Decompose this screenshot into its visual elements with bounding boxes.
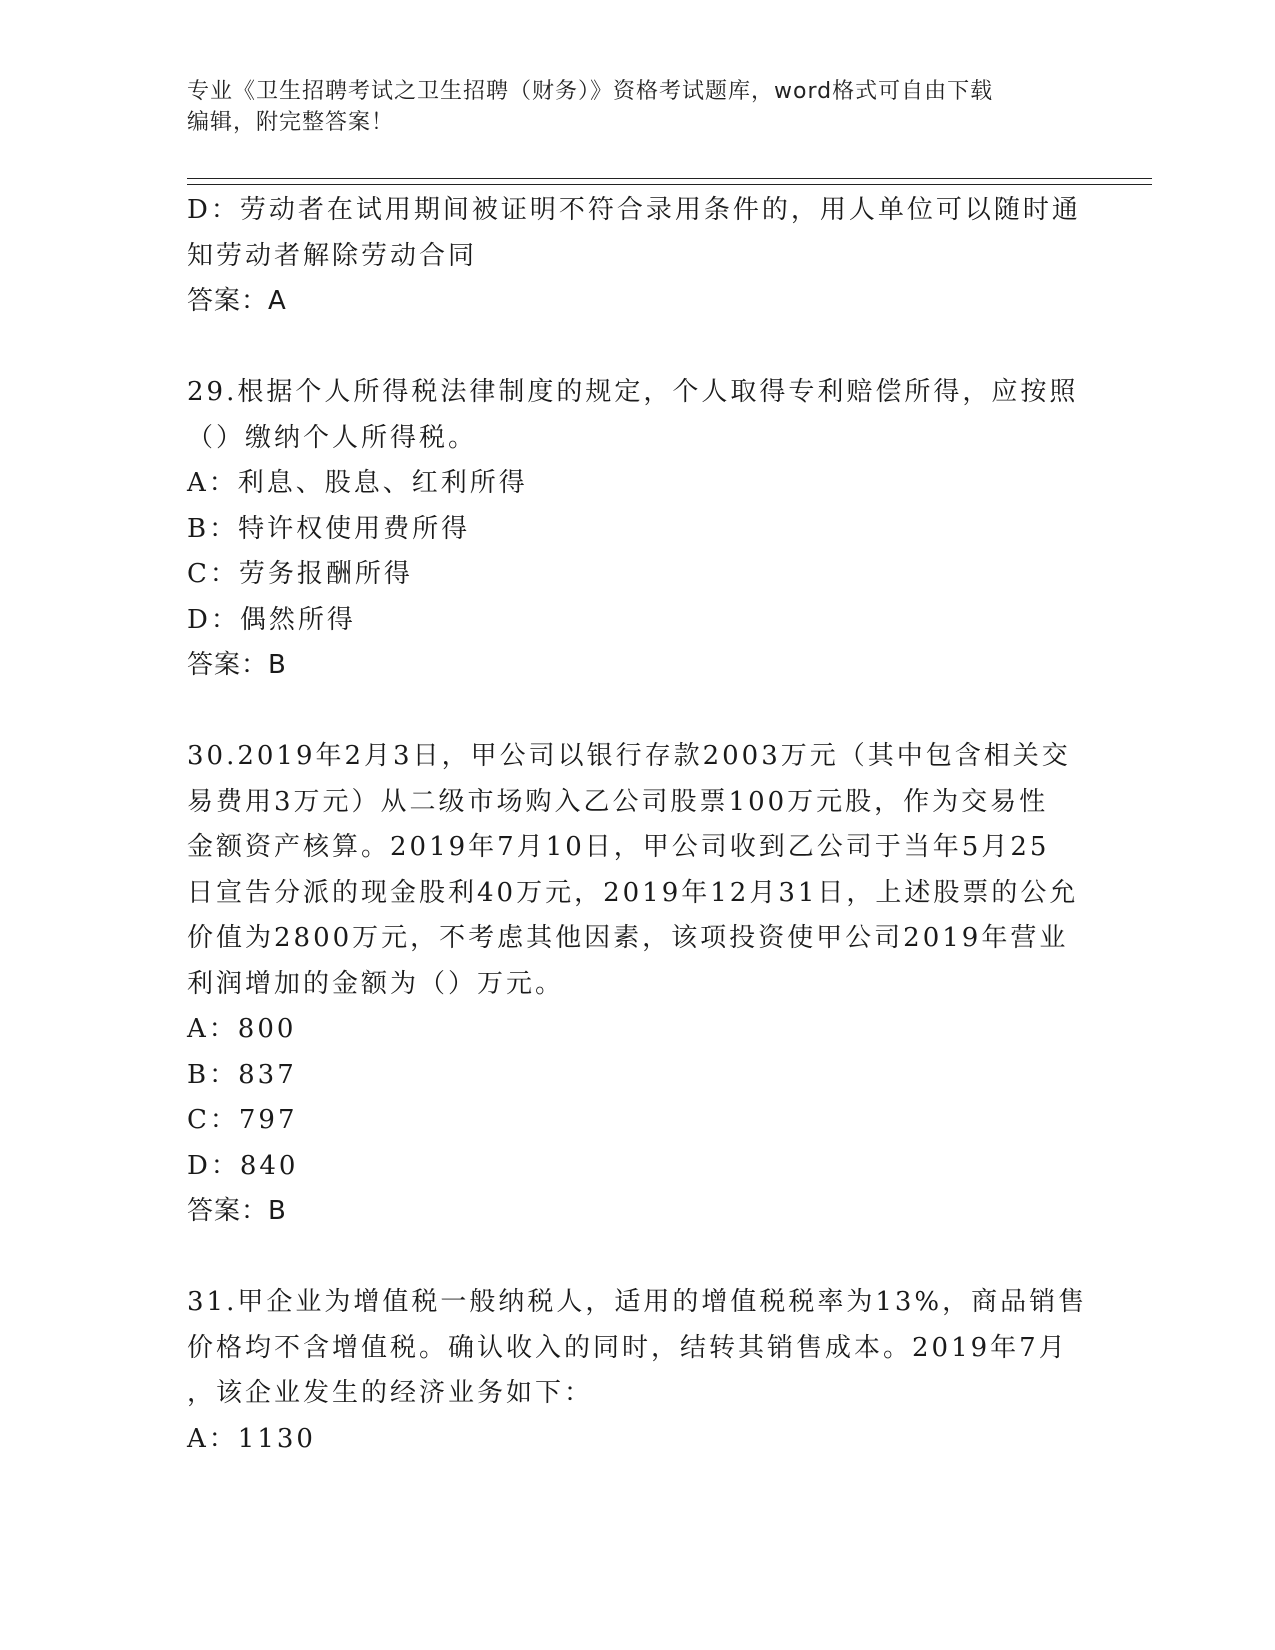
q30-stem-line-1: 30.2019年2月3日，甲公司以银行存款2003万元（其中包含相关交 — [187, 741, 1071, 771]
q31-stem-line-1: 31.甲企业为增值税一般纳税人，适用的增值税税率为13%，商品销售 — [187, 1287, 1088, 1317]
spacer — [187, 1235, 1087, 1281]
q30-stem-line-3: 金额资产核算。2019年7月10日，甲公司收到乙公司于当年5月25 — [187, 832, 1050, 862]
q29-option-c: C：劳务报酬所得 — [187, 559, 413, 589]
spacer — [187, 689, 1087, 735]
q30-stem-line-4: 日宣告分派的现金股利40万元，2019年12月31日，上述股票的公允 — [187, 877, 1079, 908]
q30-stem-line-6: 利润增加的金额为（）万元。 — [187, 968, 565, 999]
spacer — [187, 325, 1087, 371]
q28-option-d-line-1: D：劳动者在试用期间被证明不符合录用条件的，用人单位可以随时通 — [187, 195, 1081, 225]
question-30 — [187, 734, 1087, 1235]
question-29 — [187, 370, 1087, 689]
question-28-tail — [187, 188, 1087, 325]
q30-stem-line-2: 易费用3万元）从二级市场购入乙公司股票100万元股，作为交易性 — [187, 786, 1049, 817]
document-body — [187, 188, 1087, 1462]
q29-option-a: A：利息、股息、红利所得 — [187, 468, 528, 498]
q30-stem-line-5: 价值为2800万元，不考虑其他因素，该项投资使甲公司2019年营业 — [187, 923, 1069, 953]
q29-answer: 答案：B — [187, 650, 287, 680]
header-line-1: 专业《卫生招聘考试之卫生招聘（财务）》资格考试题库，word格式可自由下载 — [187, 79, 994, 104]
q29-option-b: B：特许权使用费所得 — [187, 513, 471, 544]
q31-stem-line-2: 价格均不含增值税。确认收入的同时，结转其销售成本。2019年7月 — [187, 1332, 1068, 1363]
q30-option-d: D：840 — [187, 1150, 299, 1181]
q29-stem-line-2: （）缴纳个人所得税。 — [187, 422, 478, 453]
header-line-2: 编辑，附完整答案！ — [187, 110, 395, 135]
q29-option-d: D：偶然所得 — [187, 604, 356, 635]
document-header — [187, 76, 1087, 138]
q29-stem-line-1: 29.根据个人所得税法律制度的规定，个人取得专利赔偿所得，应按照 — [187, 377, 1079, 407]
q31-option-a: A：1130 — [187, 1423, 316, 1454]
question-31 — [187, 1280, 1087, 1462]
q30-answer: 答案：B — [187, 1196, 287, 1226]
q30-option-a: A：800 — [187, 1014, 297, 1044]
q28-answer: 答案：A — [187, 286, 287, 316]
q30-option-b: B：837 — [187, 1059, 297, 1090]
header-divider — [187, 178, 1152, 185]
q30-option-c: C：797 — [187, 1105, 298, 1135]
q28-option-d-line-2: 知劳动者解除劳动合同 — [187, 240, 478, 271]
q31-stem-line-3: ，该企业发生的经济业务如下： — [187, 1378, 594, 1408]
